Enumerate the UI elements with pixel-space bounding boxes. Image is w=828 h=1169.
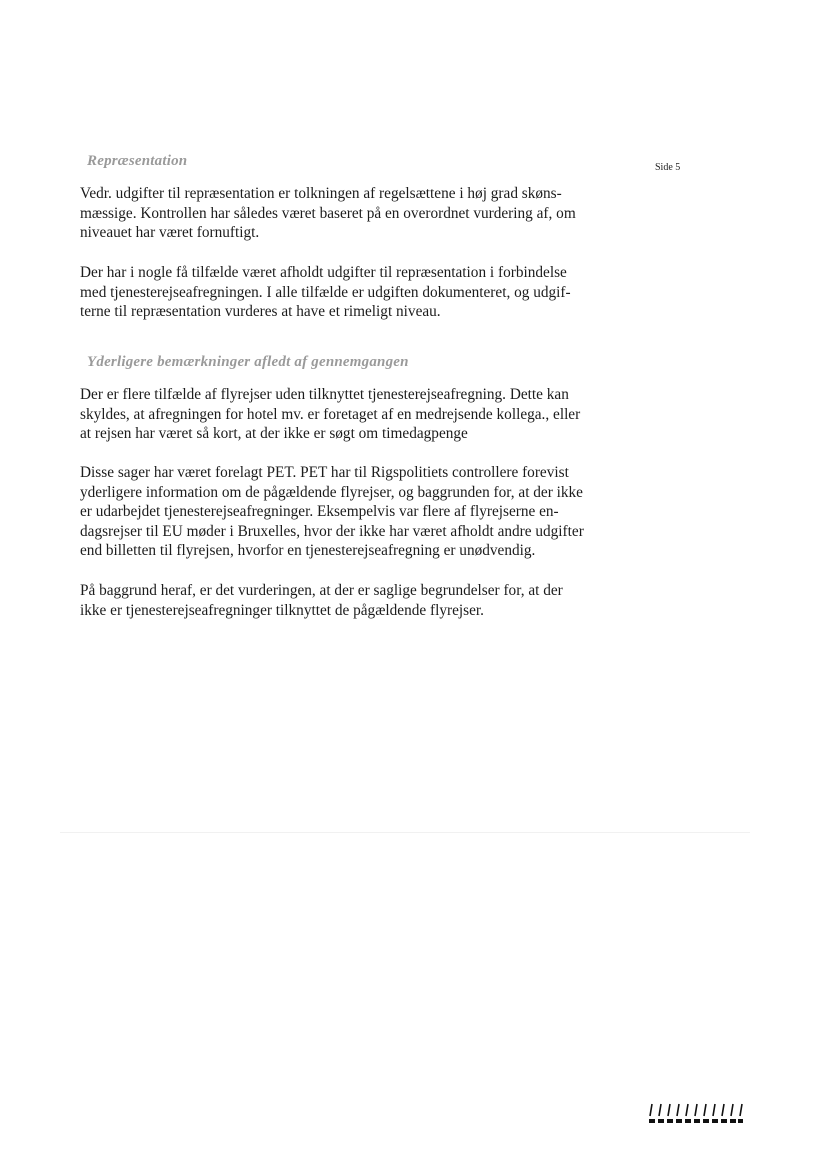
- paragraph: [80, 263, 636, 322]
- paragraph: [80, 385, 636, 444]
- text-line: Vedr. udgifter til repræsentation er tolkningen af regelsættene i høj grad skøns-: [80, 185, 562, 202]
- text-line: niveauet har været fornuftigt.: [80, 224, 260, 242]
- paragraph: [80, 184, 636, 243]
- page-number: Side 5: [655, 162, 681, 173]
- text-line: Der er flere tilfælde af flyrejser uden tilknyttet tjenesterejseafregning. Dette kan: [80, 386, 569, 403]
- text-line: er udarbejdet tjenesterejseafregninger. Eksempelvis var flere af flyrejserne en-: [80, 503, 559, 521]
- paragraph: [80, 463, 636, 561]
- section-heading-representation: Repræsentation: [87, 153, 188, 169]
- text-line: skyldes, at afregningen for hotel mv. er foretaget af en medrejsende kollega., eller: [80, 405, 581, 423]
- text-line: med tjenesterejseafregningen. I alle tilfælde er udgiften dokumenteret, og udgif-: [80, 283, 571, 301]
- text-line: terne til repræsentation vurderes at have et rimeligt niveau.: [80, 303, 441, 321]
- text-line: ikke er tjenesterejseafregninger tilknyttet de pågældende flyrejser.: [80, 601, 484, 619]
- barcode-mark-icon: [648, 1100, 744, 1126]
- section-heading-further-remarks: Yderligere bemærkninger afledt af gennemgangen: [87, 354, 409, 370]
- scan-artifact-line: [60, 832, 750, 833]
- paragraph: [80, 581, 636, 620]
- text-line: Der har i nogle få tilfælde været afholdt udgifter til repræsentation i forbindelse: [80, 264, 567, 281]
- text-line: mæssige. Kontrollen har således været baseret på en overordnet vurdering af, om: [80, 204, 576, 222]
- text-line: På baggrund heraf, er det vurderingen, at der er saglige begrundelser for, at der: [80, 582, 563, 599]
- text-line: dagsrejser til EU møder i Bruxelles, hvor der ikke har været afholdt andre udgifter: [80, 522, 584, 540]
- text-line: yderligere information om de pågældende flyrejser, og baggrunden for, at der ikke: [80, 483, 583, 501]
- text-line: at rejsen har været så kort, at der ikke er søgt om timedagpenge: [80, 425, 468, 443]
- text-line: end billetten til flyrejsen, hvorfor en tjenesterejseafregning er unødvendig.: [80, 542, 536, 560]
- text-line: Disse sager har været forelagt PET. PET har til Rigspolitiets controllere forevist: [80, 464, 569, 481]
